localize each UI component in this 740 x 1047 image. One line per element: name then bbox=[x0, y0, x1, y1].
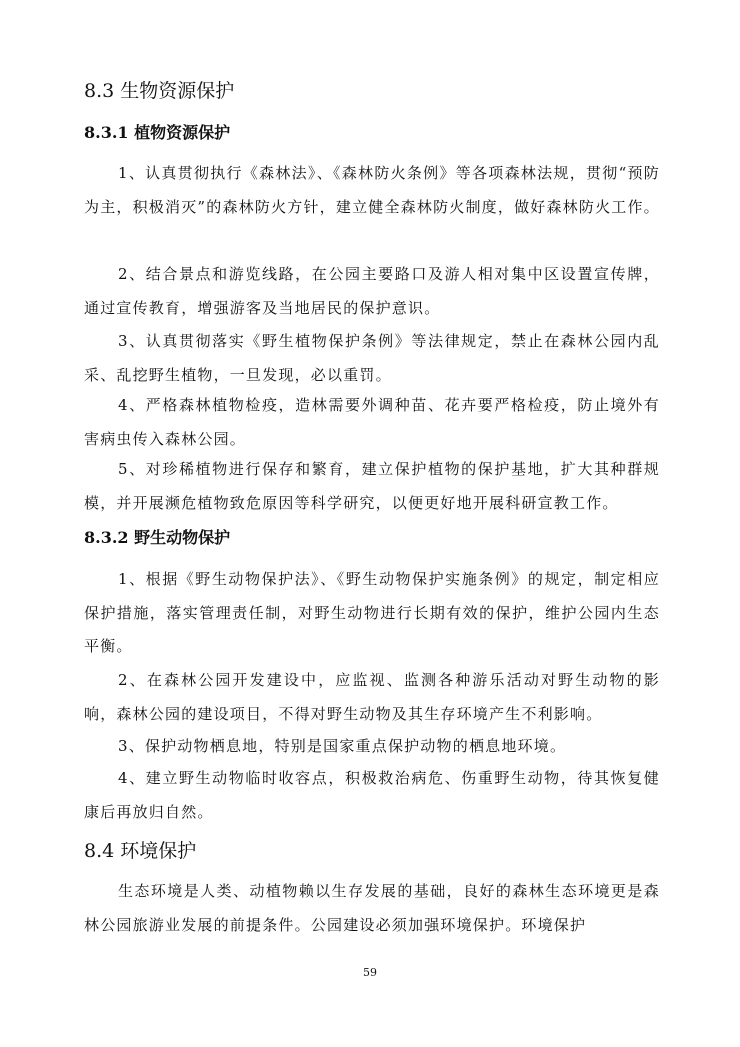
paragraph-8-3-2-item-3: 3、保护动物栖息地，特别是国家重点保护动物的栖息地环境。 bbox=[118, 737, 567, 755]
paragraph-8-3-1-item-1: 1、认真贯彻执行《森林法》、《森林防火条例》等各项森林法规，贯彻“预防为主，积极消灭”的森林防火方针，建立健全森林防火制度，做好森林防火工作。 bbox=[84, 164, 660, 216]
paragraph-8-3-1-item-5: 5、对珍稀植物进行保存和繁育，建立保护植物的保护基地，扩大其种群规模，并开展濒危植物致危原因等科学研究，以便更好地开展科研宣教工作。 bbox=[84, 460, 660, 512]
paragraph-8-3-2-item-1: 1、根据《野生动物保护法》、《野生动物保护实施条例》的规定，制定相应保护措施，落实管理责任制，对野生动物进行长期有效的保护，维护公园内生态平衡。 bbox=[84, 570, 660, 655]
section-heading-8-4: 8.4 环境保护 bbox=[84, 840, 197, 862]
paragraph-8-3-2-item-4: 4、建立野生动物临时收容点，积极救治病危、伤重野生动物，待其恢复健康后再放归自然。 bbox=[84, 769, 660, 821]
page-number: 59 bbox=[363, 966, 377, 979]
paragraph-8-3-1-item-4: 4、严格森林植物检疫，造林需要外调种苗、花卉要严格检疫，防止境外有害病虫传入森林公园。 bbox=[84, 396, 660, 448]
paragraph-8-3-2-item-2: 2、在森林公园开发建设中，应监视、监测各种游乐活动对野生动物的影响，森林公园的建设项目，不得对野生动物及其生存环境产生不利影响。 bbox=[84, 671, 660, 723]
paragraph-8-4-intro: 生态环境是人类、动植物赖以生存发展的基础，良好的森林生态环境更是森林公园旅游业发展的前提条件。公园建设必须加强环境保护。环境保护 bbox=[84, 882, 660, 934]
paragraph-8-3-1-item-2: 2、结合景点和游览线路，在公园主要路口及游人相对集中区设置宣传牌，通过宣传教育，增强游客及当地居民的保护意识。 bbox=[84, 265, 660, 317]
subsection-heading-8-3-2: 8.3.2 野生动物保护 bbox=[84, 528, 231, 547]
section-heading-8-3: 8.3 生物资源保护 bbox=[84, 80, 235, 102]
paragraph-8-3-1-item-3: 3、认真贯彻落实《野生植物保护条例》等法律规定，禁止在森林公园内乱采、乱挖野生植物，一旦发现，必以重罚。 bbox=[84, 332, 660, 384]
subsection-heading-8-3-1: 8.3.1 植物资源保护 bbox=[84, 123, 231, 142]
